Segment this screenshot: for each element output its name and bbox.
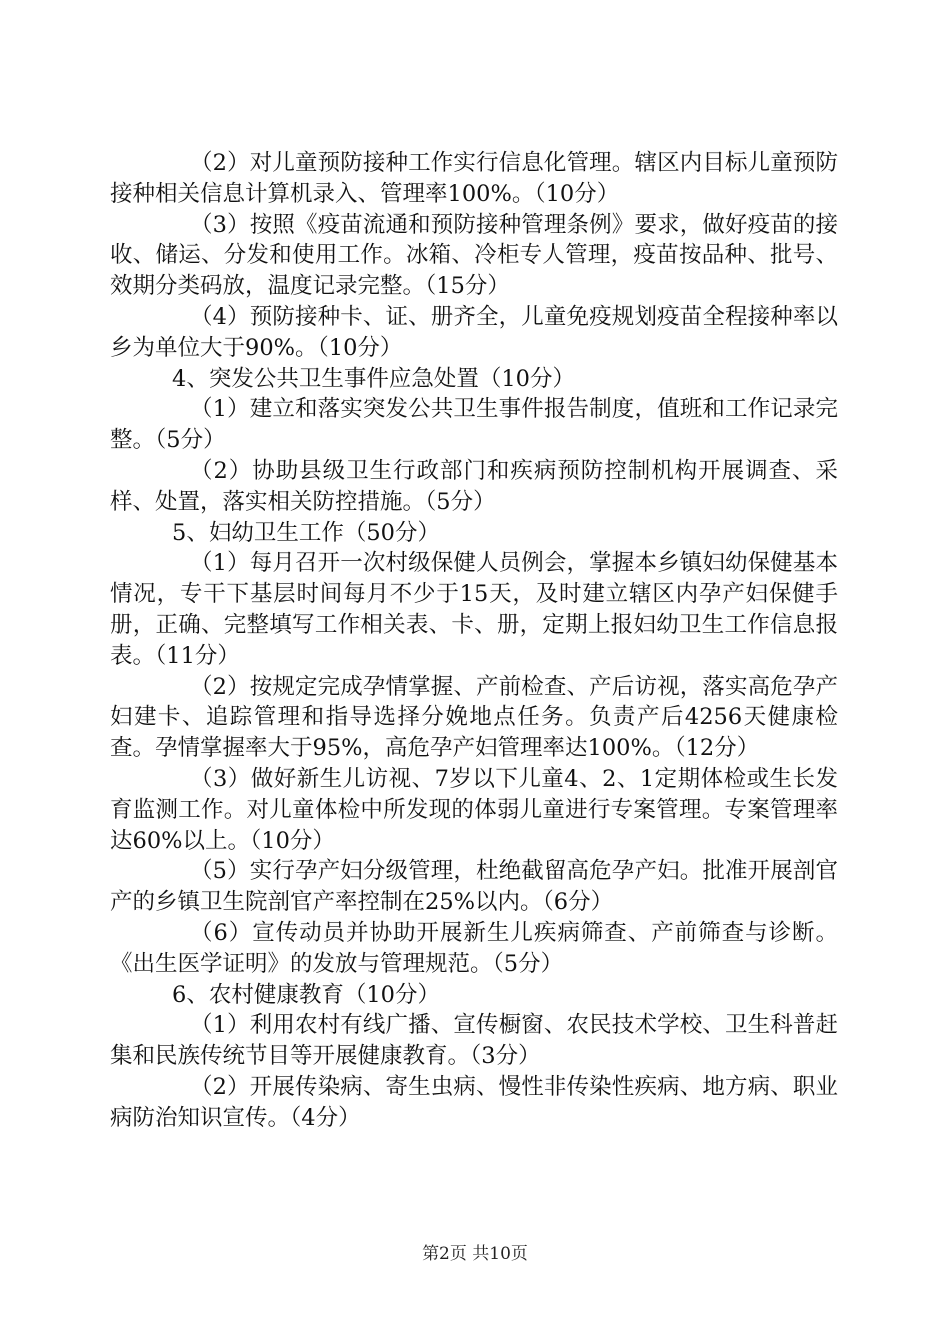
paragraph: （1）每月召开一次村级保健人员例会，掌握本乡镇妇幼保健基本情况，专干下基层时间每月不少于15天，及时建立辖区内孕产妇保健手册，正确、完整填写工作相关表、卡、册，定期上报妇幼卫生工作信息报表。（11分） — [110, 550, 838, 669]
paragraph: （1）利用农村有线广播、宣传橱窗、农民技术学校、卫生科普赶集和民族传统节目等开展健康教育。（3分） — [110, 1012, 838, 1070]
paragraph: （2）按规定完成孕情掌握、产前检查、产后访视，落实高危孕产妇建卡、追踪管理和指导选择分娩地点任务。负责产后4256天健康检查。孕情掌握率大于95%，高危孕产妇管理率达100%。（12分） — [110, 673, 838, 762]
section-heading: 4、突发公共卫生事件应急处置（10分） — [172, 365, 575, 392]
paragraph: （3）按照《疫苗流通和预防接种管理条例》要求，做好疫苗的接收、储运、分发和使用工作。冰箱、冷柜专人管理，疫苗按品种、批号、效期分类码放，温度记录完整。（15分） — [110, 211, 838, 300]
paragraph: （4）预防接种卡、证、册齐全，儿童免疫规划疫苗全程接种率以乡为单位大于90%。（10分） — [110, 303, 838, 361]
paragraph: （2）协助县级卫生行政部门和疾病预防控制机构开展调查、采样、处置，落实相关防控措施。（5分） — [110, 457, 838, 515]
paragraph: （2）开展传染病、寄生虫病、慢性非传染性疾病、地方病、职业病防治知识宣传。（4分） — [110, 1073, 838, 1131]
paragraph: （3）做好新生儿访视、7岁以下儿童4、2、1定期体检或生长发育监测工作。对儿童体检中所发现的体弱儿童进行专案管理。专案管理率达60%以上。（10分） — [110, 765, 838, 854]
paragraph: （2）对儿童预防接种工作实行信息化管理。辖区内目标儿童预防接种相关信息计算机录入、管理率100%。（10分） — [110, 150, 838, 207]
document-body — [110, 148, 838, 1134]
section-heading: 6、农村健康教育（10分） — [172, 981, 440, 1008]
paragraph: （6）宣传动员并协助开展新生儿疾病筛查、产前筛查与诊断。《出生医学证明》的发放与管理规范。（5分） — [110, 919, 838, 977]
paragraph: （5）实行孕产妇分级管理，杜绝截留高危孕产妇。批准开展剖官产的乡镇卫生院剖官产率控制在25%以内。（6分） — [110, 858, 838, 916]
page-number-footer: 第2页 共10页 — [422, 1244, 528, 1264]
paragraph: （1）建立和落实突发公共卫生事件报告制度，值班和工作记录完整。（5分） — [110, 396, 838, 454]
section-heading: 5、妇幼卫生工作（50分） — [172, 519, 440, 546]
